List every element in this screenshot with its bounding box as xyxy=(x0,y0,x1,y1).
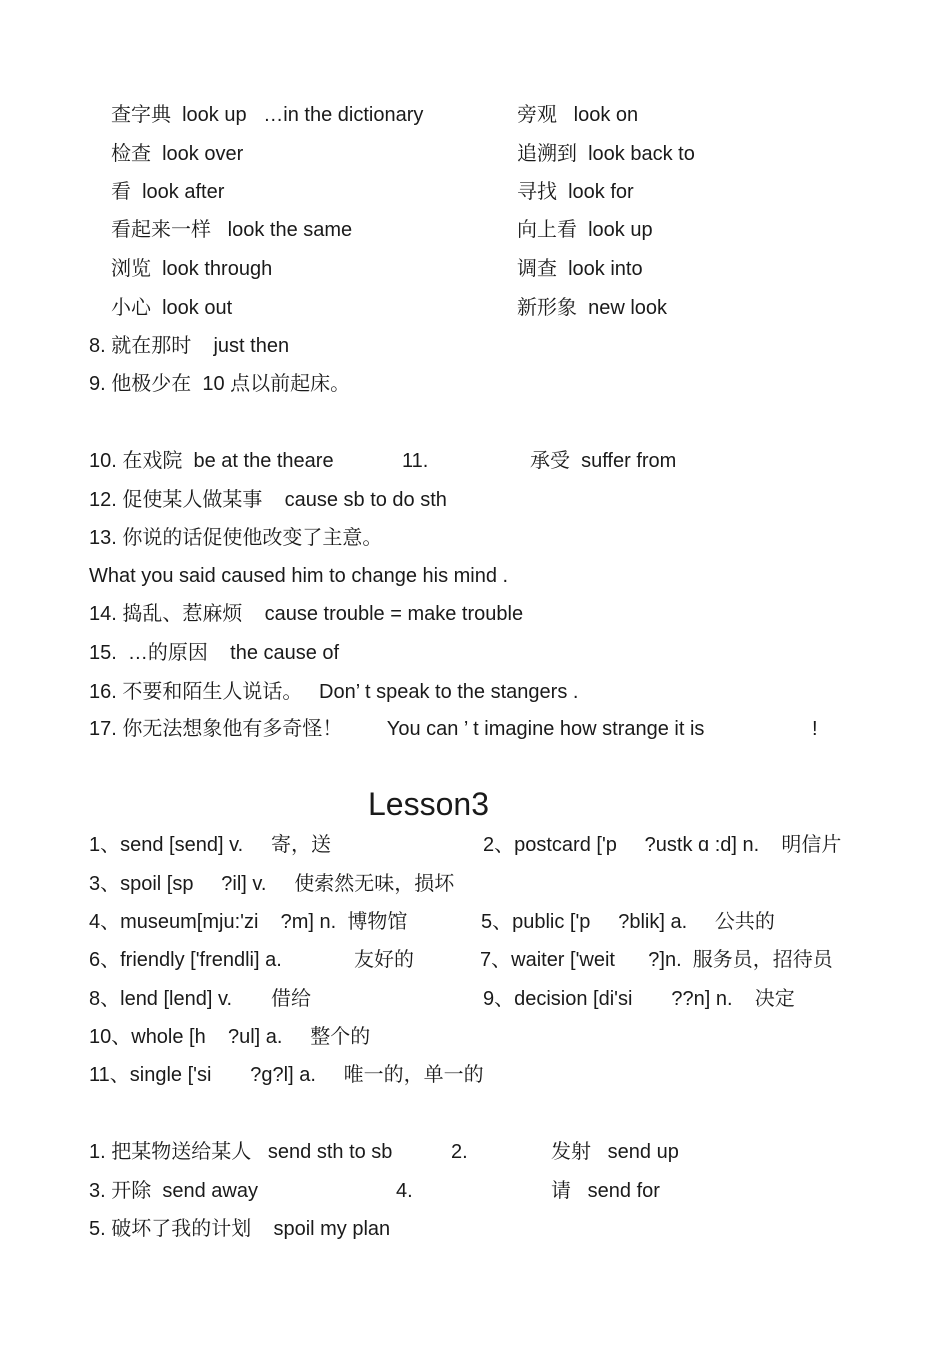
item-b4-number: 4. xyxy=(396,1180,413,1202)
item-b2-text: 发射 send up xyxy=(551,1141,679,1163)
phrase-look-back-to: 追溯到 look back to xyxy=(517,143,695,165)
item-8: 8. 就在那时 just then xyxy=(89,335,290,357)
phrase-new-look: 新形象 new look xyxy=(517,297,668,319)
vocab-single: 11、single ['si ?g?l] a. 唯一的，单一的 xyxy=(89,1064,484,1086)
item-b3: 3. 开除 send away xyxy=(89,1180,258,1202)
item-13-english: What you said caused him to change his mind . xyxy=(89,565,509,587)
phrase-look-up: 向上看 look up xyxy=(517,219,653,241)
lesson-title: Lesson3 xyxy=(368,786,489,822)
vocab-friendly: 6、friendly ['frendli] a. 友好的 xyxy=(89,949,415,971)
item-14: 14. 捣乱、惹麻烦 cause trouble = make trouble xyxy=(89,603,524,625)
item-10: 10. 在戏院 be at the theare xyxy=(89,450,334,472)
phrase-look-into: 调查 look into xyxy=(517,258,643,280)
item-9: 9. 他极少在 10 点以前起床。 xyxy=(89,373,351,395)
vocab-waiter: 7、waiter ['weit ?]n. 服务员，招待员 xyxy=(480,949,833,971)
item-16: 16. 不要和陌生人说话。 Don’ t speak to the stangers . xyxy=(89,681,579,703)
vocab-spoil: 3、spoil [sp ?il] v. 使索然无味，损坏 xyxy=(89,873,455,895)
item-17: 17. 你无法想象他有多奇怪！ You can ’ t imagine how strange it is xyxy=(89,718,705,740)
vocab-send: 1、send [send] v. 寄，送 xyxy=(89,834,331,856)
vocab-postcard: 2、postcard ['p ?ustk ɑ :d] n. 明信片 xyxy=(483,834,842,856)
item-13: 13. 你说的话促使他改变了主意。 xyxy=(89,527,383,549)
item-15: 15. …的原因 the cause of xyxy=(89,642,340,664)
item-12: 12. 促使某人做某事 cause sb to do sth xyxy=(89,489,447,511)
item-b4-text: 请 send for xyxy=(551,1180,660,1202)
phrase-look-through: 浏览 look through xyxy=(111,258,273,280)
item-b5: 5. 破坏了我的计划 spoil my plan xyxy=(89,1218,391,1240)
phrase-look-over: 检查 look over xyxy=(111,143,244,165)
vocab-decision: 9、decision [di'si ??n] n. 决定 xyxy=(483,988,795,1010)
vocab-lend: 8、lend [lend] v. 借给 xyxy=(89,988,311,1010)
vocab-museum: 4、museum[mju:'zi ?m] n. 博物馆 xyxy=(89,911,408,933)
phrase-look-the-same: 看起来一样 look the same xyxy=(111,219,353,241)
vocab-whole: 10、whole [h ?ul] a. 整个的 xyxy=(89,1026,371,1048)
phrase-look-up-dictionary: 查字典 look up …in the dictionary xyxy=(111,104,424,126)
item-b2-number: 2. xyxy=(451,1141,468,1163)
phrase-look-after: 看 look after xyxy=(111,181,225,203)
phrase-look-for: 寻找 look for xyxy=(517,181,634,203)
phrase-look-out: 小心 look out xyxy=(111,297,233,319)
phrase-look-on: 旁观 look on xyxy=(517,104,639,126)
vocab-public: 5、public ['p ?blik] a. 公共的 xyxy=(481,911,775,933)
item-11-number: 11. xyxy=(402,450,429,472)
item-17-exclamation: ! xyxy=(812,718,818,740)
item-b1: 1. 把某物送给某人 send sth to sb xyxy=(89,1141,393,1163)
item-11-text: 承受 suffer from xyxy=(530,450,677,472)
